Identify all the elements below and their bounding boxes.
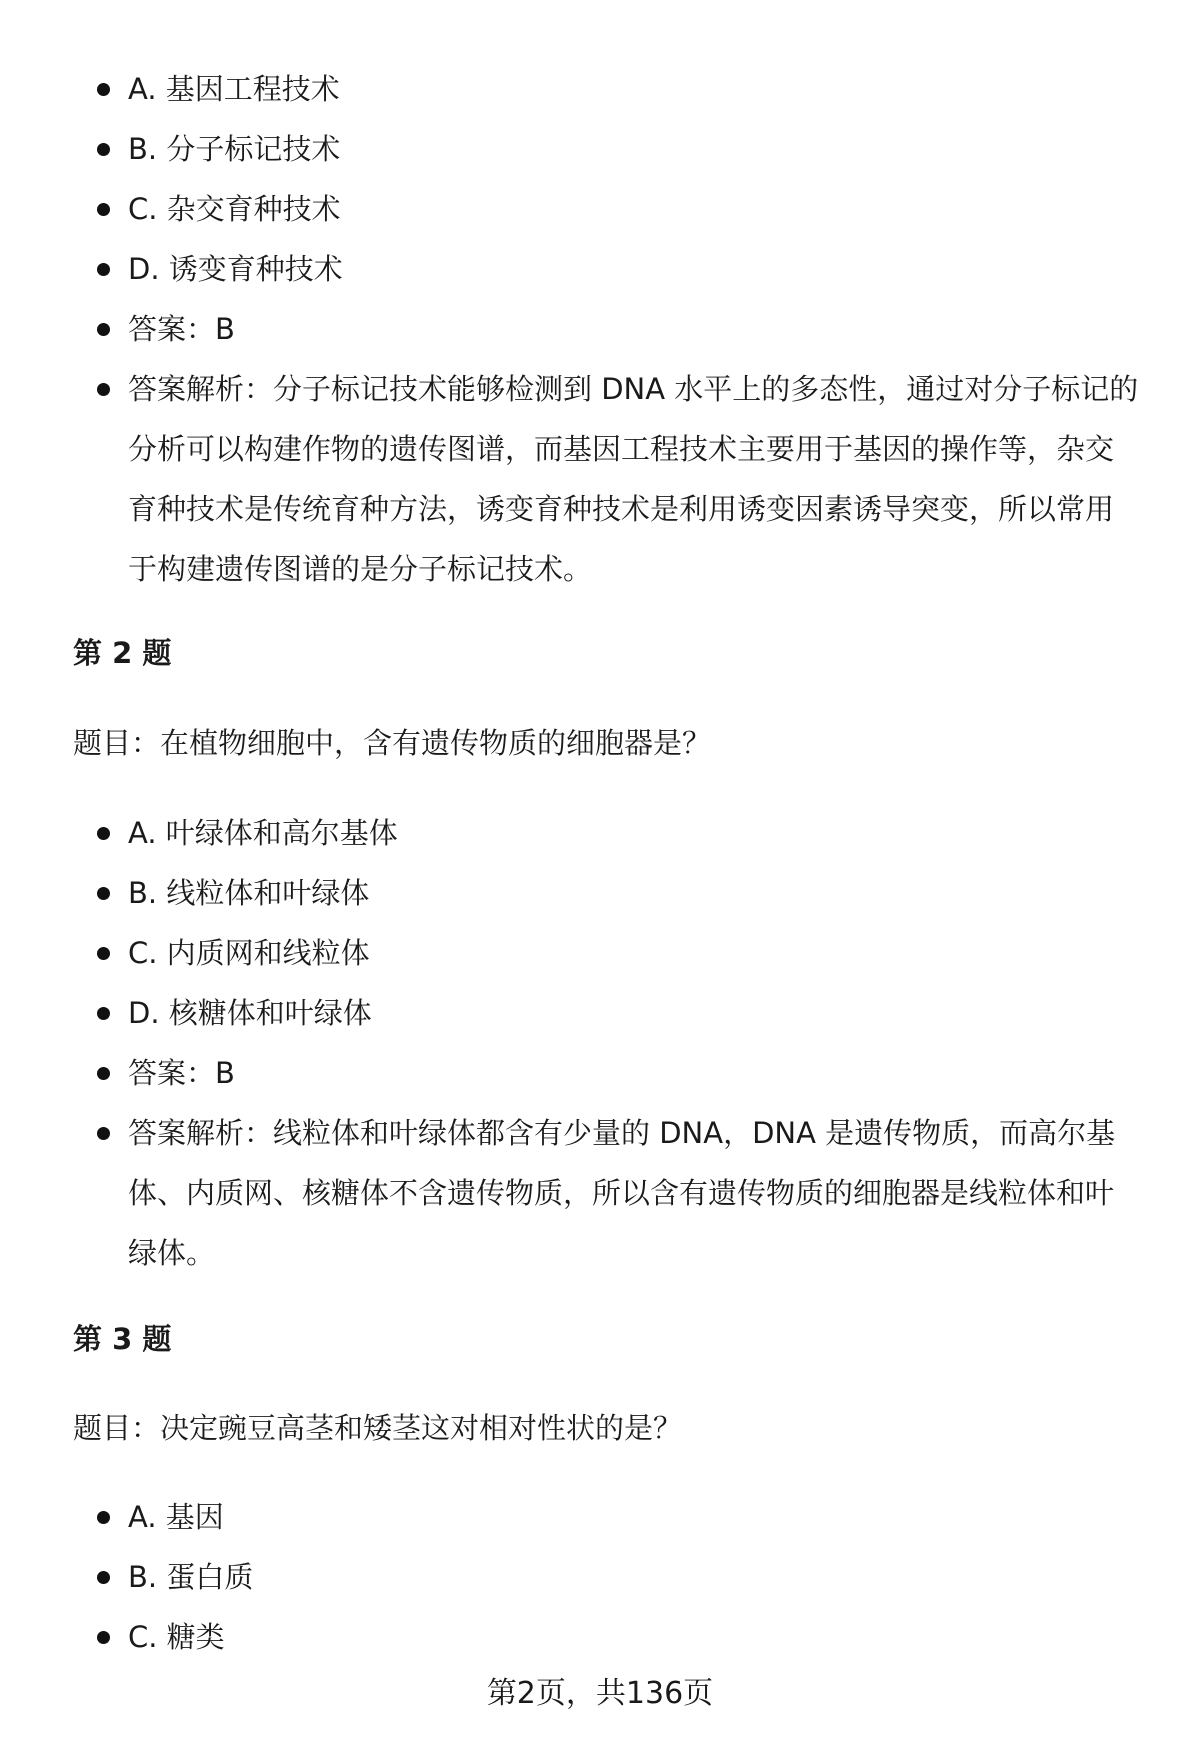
bullet-icon bbox=[97, 887, 110, 900]
bullet-icon bbox=[97, 383, 110, 396]
q1-option-c: C. 杂交育种技术 bbox=[128, 192, 341, 226]
list-item bbox=[0, 1103, 1200, 1283]
q2-option-d: D. 核糖体和叶绿体 bbox=[128, 996, 372, 1030]
q1-option-d: D. 诱变育种技术 bbox=[128, 252, 343, 286]
q1-option-b: B. 分子标记技术 bbox=[128, 132, 341, 166]
q1-answer: 答案：B bbox=[128, 312, 235, 346]
list-item bbox=[0, 179, 1200, 239]
list-item bbox=[0, 359, 1200, 599]
q2-option-list bbox=[0, 803, 1200, 1283]
list-item bbox=[0, 239, 1200, 299]
list-item bbox=[0, 119, 1200, 179]
q3-stem: 题目：决定豌豆高茎和矮茎这对相对性状的是？ bbox=[73, 1411, 683, 1445]
q2-option-a: A. 叶绿体和高尔基体 bbox=[128, 816, 398, 850]
q2-explanation: 答案解析：线粒体和叶绿体都含有少量的 DNA，DNA 是遗传物质，而高尔基体、内质网、核糖体不含遗传物质，所以含有遗传物质的细胞器是线粒体和叶绿体。 bbox=[128, 1116, 1116, 1270]
q3-heading: 第 3 题 bbox=[73, 1322, 172, 1356]
list-item bbox=[0, 983, 1200, 1043]
list-item bbox=[0, 1487, 1200, 1547]
q2-heading: 第 2 题 bbox=[73, 636, 172, 670]
q3-option-a: A. 基因 bbox=[128, 1500, 224, 1534]
list-item bbox=[0, 1607, 1200, 1667]
list-item bbox=[0, 59, 1200, 119]
list-item bbox=[0, 1043, 1200, 1103]
q2-stem: 题目：在植物细胞中，含有遗传物质的细胞器是？ bbox=[73, 726, 712, 760]
bullet-icon bbox=[97, 323, 110, 336]
q2-option-b: B. 线粒体和叶绿体 bbox=[128, 876, 370, 910]
bullet-icon bbox=[97, 1007, 110, 1020]
q1-option-list bbox=[0, 59, 1200, 599]
bullet-icon bbox=[97, 1571, 110, 1584]
q1-explanation: 答案解析：分子标记技术能够检测到 DNA 水平上的多态性，通过对分子标记的分析可以构建作物的遗传图谱，而基因工程技术主要用于基因的操作等，杂交育种技术是传统育种方法，诱变育种技术是利用诱变因素诱导突变，所以常用于构建遗传图谱的是分子标记技术。 bbox=[128, 372, 1139, 586]
q3-option-list bbox=[0, 1487, 1200, 1667]
bullet-icon bbox=[97, 1631, 110, 1644]
bullet-icon bbox=[97, 1067, 110, 1080]
q2-answer: 答案：B bbox=[128, 1056, 235, 1090]
q3-option-c: C. 糖类 bbox=[128, 1620, 225, 1654]
list-item bbox=[0, 803, 1200, 863]
bullet-icon bbox=[97, 1127, 110, 1140]
page-number-footer: 第2页，共136页 bbox=[486, 1676, 714, 1711]
bullet-icon bbox=[97, 83, 110, 96]
list-item bbox=[0, 923, 1200, 983]
q1-option-a: A. 基因工程技术 bbox=[128, 72, 340, 106]
bullet-icon bbox=[97, 143, 110, 156]
bullet-icon bbox=[97, 263, 110, 276]
bullet-icon bbox=[97, 1511, 110, 1524]
bullet-icon bbox=[97, 947, 110, 960]
q3-option-b: B. 蛋白质 bbox=[128, 1560, 254, 1594]
list-item bbox=[0, 299, 1200, 359]
list-item bbox=[0, 863, 1200, 923]
q2-option-c: C. 内质网和线粒体 bbox=[128, 936, 370, 970]
bullet-icon bbox=[97, 827, 110, 840]
bullet-icon bbox=[97, 203, 110, 216]
list-item bbox=[0, 1547, 1200, 1607]
